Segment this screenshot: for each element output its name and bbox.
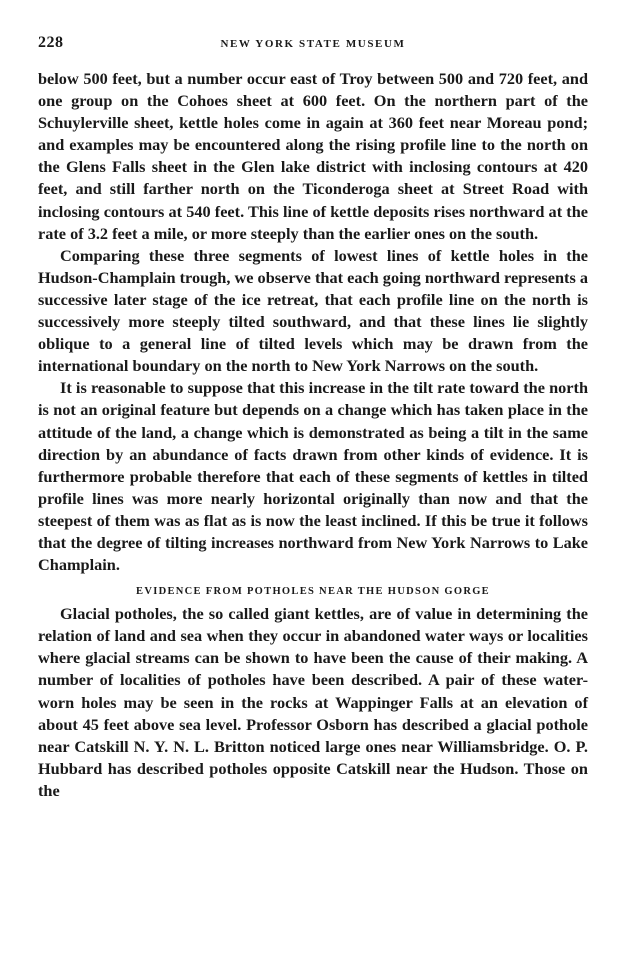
running-head [38, 34, 588, 58]
paragraph: Glacial potholes, the so called giant kettles, are of value in determining the relation of land and sea when they occur in abandoned water ways or localities where glacial streams can be shown to have been the cause of their making. A number of localities of potholes have been described. A pair of these water-worn holes may be seen in the rocks at Wappinger Falls at an elevation of about 45 feet above sea level. Professor Osborn has described a glacial pothole near Catskill N. Y. N. L. Britton noticed large ones near Williamsbridge. O. P. Hubbard has described potholes opposite Catskill near the Hudson. Those on the [38, 604, 588, 800]
page-number: 228 [38, 34, 64, 51]
paragraph-continued: below 500 feet, but a number occur east of Troy between 500 and 720 feet, and one group on the Cohoes sheet at 600 feet. On the northern part of the Schuylerville sheet, kettle holes come in again at 360 feet near Moreau pond; and examples may be encountered along the rising profile line to the north on the Glens Falls sheet in the Glen lake district with inclosing contours at 420 feet, and still farther north on the Ticonderoga sheet at Street Road with inclosing contours at 540 feet. This line of kettle deposits rises northward at the rate of 3.2 feet a mile, or more steeply than the earlier ones on the south. [38, 69, 588, 243]
paragraph: It is reasonable to suppose that this increase in the tilt rate toward the north is not an original feature but depends on a change which has taken place in the attitude of the land, a change which is demonstrated as being a tilt in the same direction by an abundance of facts drawn from other kinds of evidence. It is furthermore probable therefore that each of these segments of kettles in tilted profile lines was more nearly horizontal originally than now and that the steepest of them was as flat as is now the least inclined. If this be true it follows that the degree of tilting increases northward from New York Narrows to Lake Champlain. [38, 378, 588, 575]
body-text [38, 68, 588, 802]
paragraph: Comparing these three segments of lowest lines of kettle holes in the Hudson-Champlain trough, we observe that each going northward represents a successive later stage of the ice retreat, that each profile line on the north is successively more steeply tilted southward, and that these lines lie slightly oblique to a general line of tilted levels which may be drawn from the international boundary on the north to New York Narrows on the south. [38, 245, 588, 376]
section-heading: EVIDENCE FROM POTHOLES NEAR THE HUDSON GORGE [136, 586, 490, 598]
running-title: NEW YORK STATE MUSEUM [220, 38, 406, 50]
